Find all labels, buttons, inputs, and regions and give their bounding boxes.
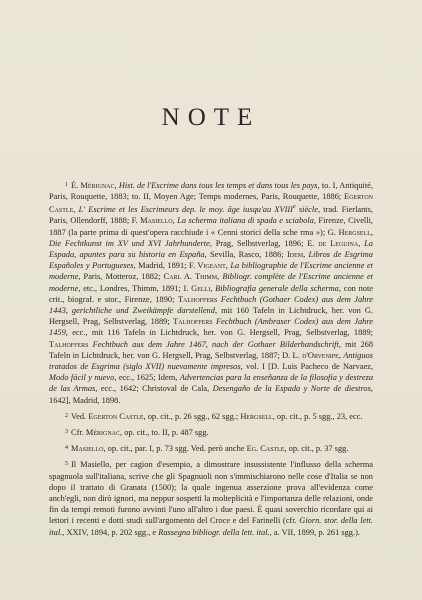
footnote-number: 4 <box>65 445 68 452</box>
italic-text: Rassegna bibliogr. della lett. ital. <box>158 527 270 537</box>
footnote-text: , Firenze, Civelli, 1887 (la parte prima di quest'opera racchiude i « Cenni storici della sche rma »); <box>49 216 373 237</box>
author-name: Idem <box>286 250 304 260</box>
footnote-text: , <box>225 261 231 271</box>
footnote-text: , op. cit., p. 37 sgg. <box>284 444 349 454</box>
author-name: E. de Leguina <box>307 238 359 248</box>
footnote-text: , vol. I [D. Luis Pacheco de Narvaez, <box>240 362 373 372</box>
italic-text: siècle <box>295 205 318 215</box>
author-name: Hergsell <box>240 411 273 421</box>
footnote-text: , Madrid, 1891; <box>133 261 189 271</box>
author-name: Egerton Castle <box>49 192 373 215</box>
notes-section <box>49 180 373 543</box>
italic-text: Bibliografia generale della scherma <box>215 283 339 293</box>
footnote-number: 2 <box>65 412 68 419</box>
footnote-text: , trad. Fierlants, Paris, Ollendorff, 1888; <box>49 205 373 226</box>
footnote-text: , to. I, Antiquité, Paris, Rouquette, 1883; to. II, Moyen Age; Temps modernes, Paris, Rouquette, 1886; <box>49 181 373 202</box>
footnote-text: , <box>370 227 373 237</box>
footnote-text: , op. cit., par. I, p. 73 sgg. Ved. però anche <box>103 444 247 454</box>
italic-text: Antiguos tratados de Esgrima (siglo XVII) nuevamente impresos <box>49 350 373 372</box>
author-name: D. L. d'Orvenipe <box>282 350 339 360</box>
footnote-text: , 1642], Madrid, 1898. <box>49 384 373 405</box>
footnote-text: , <box>210 283 216 293</box>
italic-text: Hist. de l'Escrime dans tous les temps et dans tous les pays <box>118 181 318 190</box>
italic-text: Giorn. stor. della lett. ital. <box>49 516 374 537</box>
italic-text: Libros de Esgrima Españoles y Portugueses <box>49 250 373 271</box>
footnote-text: , <box>73 205 79 215</box>
italic-text: Die Fechtkunst im XV und XVI Jahrhunderte <box>49 238 210 248</box>
italic-text: Modo fácil y nuevo <box>49 373 115 383</box>
footnote <box>49 180 373 406</box>
italic-text: Fechtbuch (Ambraser Codex) aus dem Jahre 1459 <box>49 317 373 338</box>
footnote-text: , ecc., mit 116 Tafeln in Lichtdruck, her. von G. Hergsell, Prag, Selbstverlag, 1889; <box>65 328 373 338</box>
footnote-text: , op. cit., p. 5 sgg., 23, ecc. <box>272 411 363 421</box>
page-title: NOTE <box>161 104 261 131</box>
italic-text: L' Escrime et les Escrimeurs dep. le moy. âge iusqu'au XVIII <box>78 205 293 215</box>
italic-text: Advertencias para la enseñanza de la filosofia y destreza de las Armas <box>49 373 374 394</box>
author-name: Mérignac <box>85 428 121 438</box>
italic-text: Fechtbuch aus dem Jahre 1467, nach der Gothaer Bilderhandschrift <box>92 339 339 349</box>
footnote-text: , Prag, Selbstverlag, 1896; <box>209 238 308 248</box>
footnote-text: , op. cit., to. II, p. 487 sgg. <box>120 428 209 438</box>
footnote-text: Cfr. <box>71 428 86 438</box>
footnote-text: Ved. <box>71 411 89 421</box>
footnote-text: , <box>114 181 119 190</box>
italic-text: Desengaño de la Espada y Norte de diestros <box>212 384 371 394</box>
author-name: É. Mérignac <box>71 181 115 190</box>
footnote-text: , a. VII, 1899, p. 261 sgg.). <box>269 527 360 537</box>
footnote-text: , mit 268 Tafeln in Lichtdruck, her. von G. Hergsell, Prag, Selbstverlag, 1887; <box>49 339 374 360</box>
author-name: Carl A. Thimm <box>163 272 218 282</box>
footnote <box>49 411 373 422</box>
footnote-text: , ecc., 1625; Idem, <box>114 373 180 383</box>
author-name: Talhoffers <box>173 317 213 327</box>
author-name: I. Gelli <box>183 283 211 293</box>
footnote-number: 1 <box>65 182 68 188</box>
author-name: F. Vigeant <box>188 261 226 271</box>
footnote-text: , <box>338 350 344 360</box>
footnote-text: Il Masiello, per cagion d'esempio, a dimostrare insussistente l'influsso della scherma spagnuola sull'italiana, scrive che gli Spagnuoli non s'immischiarono nelle cose d'Italia se non dopo il trattato di Granata (1500); la quale ingenua asserzione prova all'evidenza come anch'egli, non dirò ignori, ma neppur sospetti la molteplicità e l'importanza delle relazioni, onde fin da tempi remoti furono avvinti l'uno all'altro i due paesi. È quasi soverchio ricordare qui ai lettori i recenti e dotti studi sull'argomento del Croce e del Farinelli (cfr. <box>49 460 373 526</box>
footnote-text: , mit 160 Tafeln in Lichtdruck, her. von G. Hergsell, Prag, Selbstverlag, 1889; <box>49 306 373 327</box>
italic-text: La scherma italiana di spada e sciabola <box>177 216 314 226</box>
footnote-text: , etc., Londres, Thimm, 1891; <box>78 283 184 293</box>
author-name: Talhoffers <box>49 339 89 349</box>
footnote-text: , XXIV, 1894, p. 202 sgg., e <box>62 527 159 537</box>
author-name: F. Masiello <box>131 216 173 226</box>
footnote <box>49 459 373 537</box>
footnote-text: , <box>217 272 223 282</box>
author-name: Masiello <box>71 444 104 454</box>
footnote <box>49 427 373 438</box>
footnote-text: , <box>172 216 178 226</box>
footnote-text: , op. cit., p. 26 sgg., 62 sgg.; <box>143 411 241 421</box>
footnote-text: , Sevilla, Rasco, 1886; <box>204 250 287 260</box>
footnote-number: 3 <box>65 429 68 436</box>
author-name: Talhoffers <box>177 294 218 304</box>
author-name: G. Hergsell <box>327 227 371 237</box>
footnote-text: , con note crit., biograf. e stor., Firenze, 1890; <box>49 283 374 304</box>
italic-text: Fechtbuch (Gothaer Codex) aus dem Jahre 1443, gerichtliche und Zweikämpfe darstellend <box>49 294 374 316</box>
italic-text: Bibliogr. complète de l'Escrime ancienne et moderne <box>49 272 373 293</box>
superscript-text: e <box>292 204 296 211</box>
footnote-text: , ecc., 1642; Christoval de Cala, <box>95 384 213 394</box>
footnote-text: , Paris, Motteroz, 1882; <box>78 272 164 282</box>
footnote <box>49 443 373 454</box>
author-name: Egerton Castle <box>88 411 144 421</box>
italic-text: La Espada, apuntes para su historia en España <box>49 238 373 260</box>
footnote-text: , <box>358 238 365 248</box>
footnote-text: , <box>303 250 309 260</box>
italic-text: La bibliographie de l'Escrime ancienne et moderne <box>49 261 373 282</box>
author-name: Eg. Castle <box>246 444 285 454</box>
footnote-number: 5 <box>65 461 68 468</box>
